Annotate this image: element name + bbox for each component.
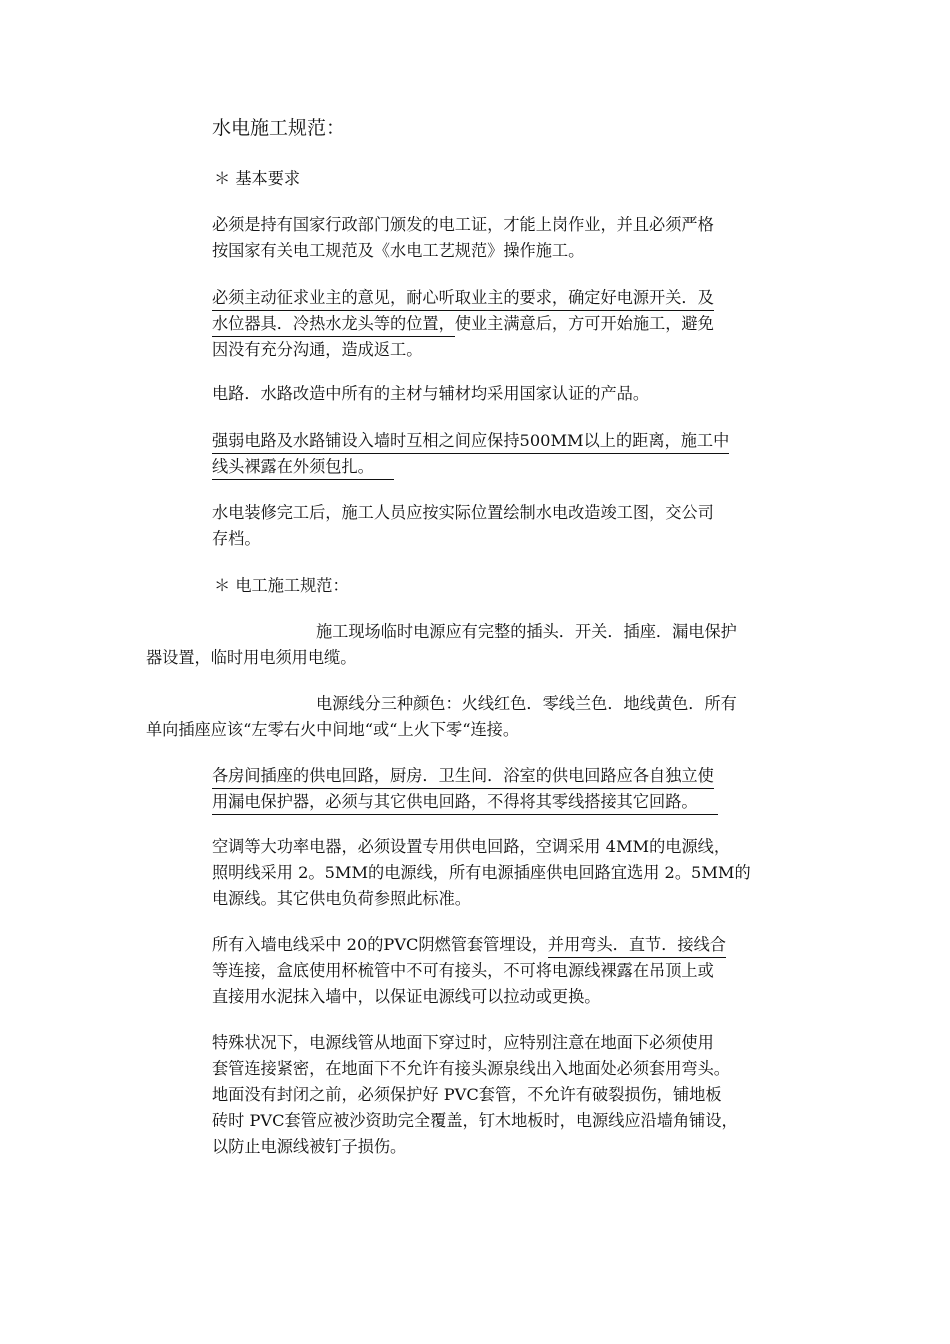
para11-line3: 地面没有封闭之前，必须保护好 PVC套管，不允许有破裂损伤，铺地板: [212, 1085, 722, 1104]
section-heading-basic: ＊ 基本要求: [214, 169, 301, 188]
para11-line2: 套管连接紧密，在地面下不允许有接头源泉线出入地面处必须套用弯头。: [212, 1059, 730, 1078]
para10-line3: 直接用水泥抹入墙中，以保证电源线可以拉动或更换。: [212, 987, 601, 1006]
para2-underlined-1: 必须主动征求业主的意见，耐心听取业主的要求，确定好电源开关．及: [212, 286, 714, 311]
para10-plain: 所有入墙电线采中 20的PVC阴燃管套管埋设，: [212, 935, 548, 954]
para5-line1: 水电装修完工后，施工人员应按实际位置绘制水电改造竣工图，交公司: [212, 503, 714, 522]
para2-plain: 使业主满意后，方可开始施工，避免: [454, 314, 714, 333]
para3: 电路．水路改造中所有的主材与辅材均采用国家认证的产品。: [212, 384, 650, 403]
para9-line1: 空调等大功率电器，必须设置专用供电回路，空调采用 4MM的电源线，: [212, 837, 731, 856]
para8-line1: [212, 763, 714, 789]
para6-line2: 器设置，临时用电须用电缆。: [146, 648, 357, 667]
doc-title: 水电施工规范：: [212, 117, 346, 139]
para5-line2: 存档。: [212, 529, 261, 548]
para2-line3: 因没有充分沟通，造成返工。: [212, 340, 423, 359]
para4-line2: [212, 454, 394, 480]
para10-underlined: 并用弯头．直节．接线合: [548, 933, 726, 958]
section-heading-electrical: ＊ 电工施工规范：: [214, 576, 349, 595]
para8-underlined-2: 用漏电保护器，必须与其它供电回路，不得将其零线搭接其它回路。: [212, 790, 718, 815]
para7-line1: 电源线分三种颜色：火线红色．零线兰色．地线黄色．所有: [316, 694, 737, 713]
para9-line2: 照明线采用 2。5MM的电源线，所有电源插座供电回路宜选用 2。5MM的: [212, 863, 751, 882]
para11-line5: 以防止电源线被钉子损伤。: [212, 1137, 407, 1156]
para1-line2: 按国家有关电工规范及《水电工艺规范》操作施工。: [212, 241, 585, 260]
para1-line1: 必须是持有国家行政部门颁发的电工证，才能上岗作业，并且必须严格: [212, 215, 714, 234]
para4-underlined-2: 线头裸露在外须包扎。: [212, 455, 394, 480]
para2-line1: [212, 285, 714, 311]
para9-line3: 电源线。其它供电负荷参照此标准。: [212, 889, 471, 908]
para11-line1: 特殊状况下，电源线管从地面下穿过时，应特别注意在地面下必须使用: [212, 1033, 714, 1052]
para10-line2: 等连接，盒底使用杯梳管中不可有接头，不可将电源线裸露在吊顶上或: [212, 961, 714, 980]
para11-line4: 砖时 PVC套管应被沙资助完全覆盖，钉木地板时，电源线应沿墙角铺设，: [212, 1111, 738, 1130]
para8-underlined-1: 各房间插座的供电回路，厨房．卫生间．浴室的供电回路应各自独立使: [212, 764, 714, 789]
para4-underlined-1: 强弱电路及水路铺设入墙时互相之间应保持500MM以上的距离，施工中: [212, 429, 729, 454]
para7-line2: 单向插座应该“左零右火中间地“或“上火下零“连接。: [146, 720, 520, 739]
para8-line2: [212, 789, 718, 815]
para2-line2: [212, 311, 714, 337]
para10-line1: [212, 932, 726, 958]
para4-line1: [212, 428, 729, 454]
para6-line1: 施工现场临时电源应有完整的插头．开关．插座．漏电保护: [316, 622, 737, 641]
para2-underlined-2: 水位器具．冷热水龙头等的位置，: [212, 312, 455, 337]
